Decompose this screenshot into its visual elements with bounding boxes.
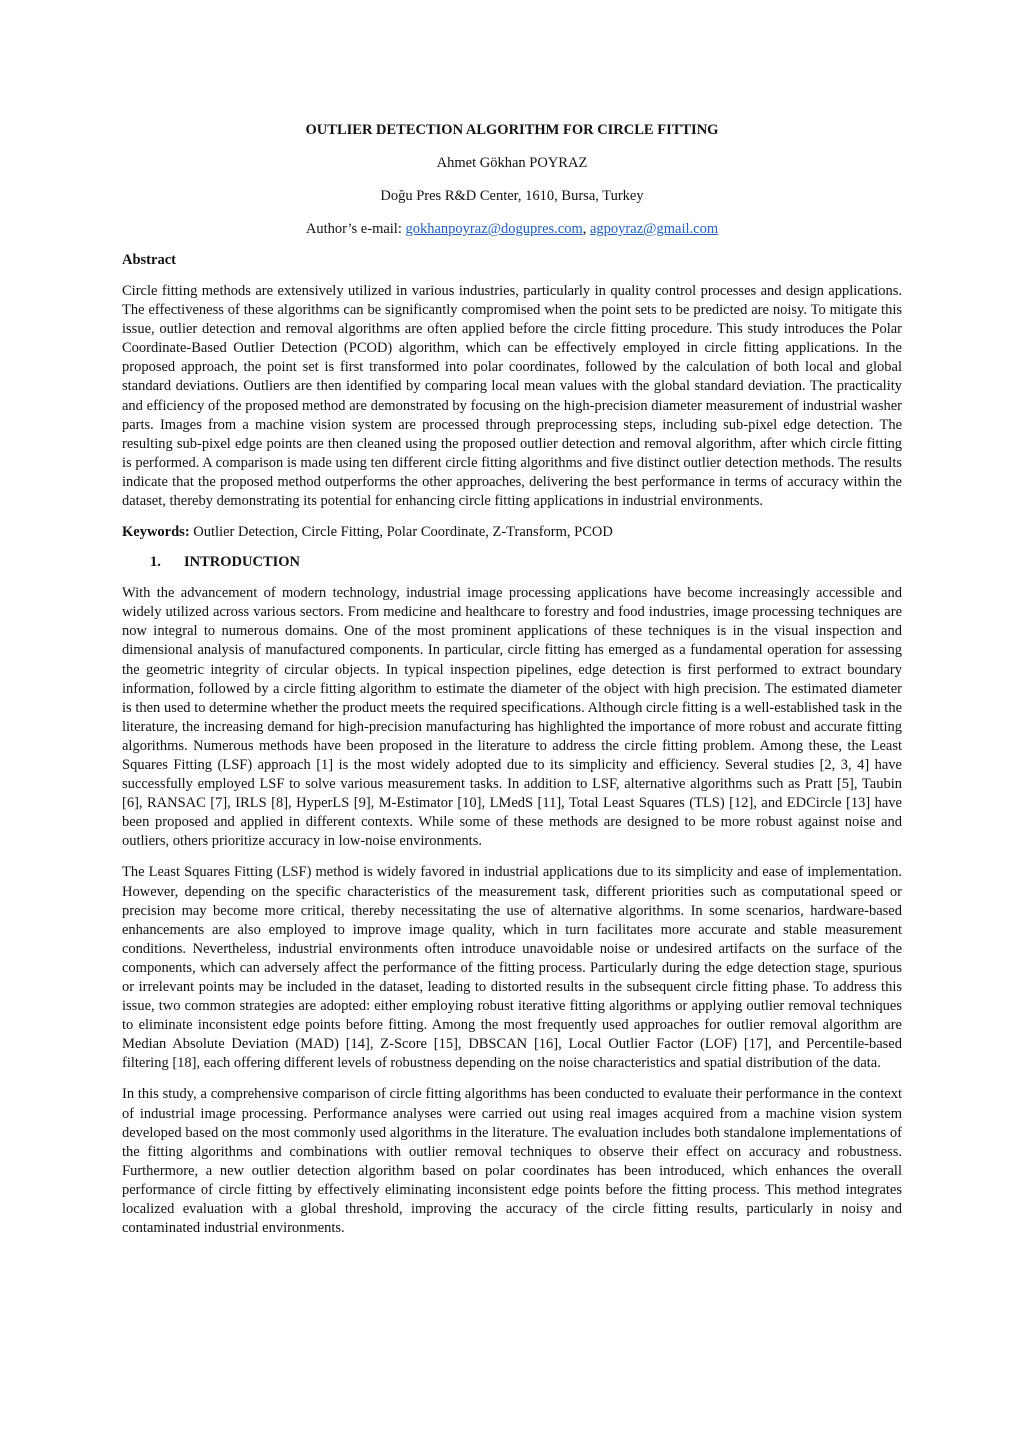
email-prefix: Author’s e-mail: [305, 221, 406, 237]
section-title: INTRODUCTION [184, 554, 301, 571]
abstract-heading: Abstract [122, 252, 176, 268]
email-separator: , [582, 221, 590, 237]
keywords-label: Keywords: [122, 524, 190, 541]
keywords-text: Outlier Detection, Circle Fitting, Polar Coordinate, Z-Transform, PCOD [189, 524, 613, 541]
author-name: Ahmet Gökhan POYRAZ [436, 155, 588, 171]
email-link-secondary[interactable]: agpoyraz@gmail.com [590, 221, 719, 237]
section-number: 1. [150, 554, 161, 571]
section-heading-introduction [150, 552, 902, 572]
intro-paragraph-3: In this study, a comprehensive comparison of circle fitting algorithms has been conducted to evaluate their performance in the context of industrial image processing. Performance analyses were carried out using real images acquired from a machine vision system developed based on the most commonly used algorithms in the literature. The evaluation includes both standalone implementations of the fitting algorithms and combinations with outlier removal techniques to observe their effect on accuracy and robustness. Furthermore, a new outlier detection algorithm based on polar coordinates has been introduced, which enhances the overall performance of circle fitting by effectively eliminating inconsistent edge points before the fitting process. This method integrates localized evaluation with a global threshold, improving the accuracy of the circle fitting results, particularly in noisy and contaminated industrial environments. [122, 1086, 902, 1237]
keywords-line [122, 522, 902, 542]
intro-paragraph-1: With the advancement of modern technology, industrial image processing applications have become increasingly accessible and widely utilized across various sectors. From medicine and healthcare to forestry and food industries, image processing techniques are now integral to numerous domains. One of the most prominent applications of these techniques is in the visual inspection and dimensional analysis of manufactured components. In particular, circle fitting has emerged as a fundamental operation for assessing the geometric integrity of circular objects. In typical inspection pipelines, edge detection is first performed to extract boundary information, followed by a circle fitting algorithm to estimate the diameter of the object with high precision. The estimated diameter is then used to determine whether the product meets the required specifications. Although circle fitting is a well-established task in the literature, the increasing demand for high-precision manufacturing has highlighted the importance of more robust and accurate fitting algorithms. Numerous methods have been proposed in the literature to address the circle fitting problem. Among these, the Least Squares Fitting (LSF) approach [1] is the most widely adopted due to its simplicity and efficiency. Several studies [2, 3, 4] have successfully employed LSF to solve various measurement tasks. In addition to LSF, alternative algorithms such as Pratt [5], Taubin [6], RANSAC [7], IRLS [8], HyperLS [9], M-Estimator [10], LMedS [11], Total Least Squares (TLS) [12], and EDCircle [13] have been proposed and applied in different contexts. While some of these methods are designed to be more robust against noise and outliers, others prioritize accuracy in low-noise environments. [122, 585, 902, 850]
intro-paragraph-2: The Least Squares Fitting (LSF) method is widely favored in industrial applications due to its simplicity and ease of implementation. However, depending on the specific characteristics of the measurement task, different priorities such as computational speed or precision may become more critical, thereby necessitating the use of alternative algorithms. In some scenarios, hardware-based enhancements are also employed to improve image quality, which in turn facilitates more accurate and stable measurement conditions. Nevertheless, industrial environments often introduce unavoidable noise or undesired artifacts on the surface of the components, which can adversely affect the performance of the fitting process. Particularly during the edge detection stage, spurious or irrelevant points may be included in the dataset, leading to distorted results in the subsequent circle fitting phase. To address this issue, two common strategies are adopted: either employing robust iterative fitting algorithms or applying outlier removal techniques to eliminate inconsistent edge points before fitting. Among the most frequently used approaches for outlier removal algorithm are Median Absolute Deviation (MAD) [14], Z-Score [15], DBSCAN [16], Local Outlier Factor (LOF) [17], and Percentile-based filtering [18], each offering different levels of robustness depending on the noise characteristics and spatial distribution of the data. [122, 864, 902, 1072]
affiliation: Doğu Pres R&D Center, 1610, Bursa, Turkey [380, 188, 644, 204]
paper-page [122, 120, 902, 1238]
abstract-text: Circle fitting methods are extensively utilized in various industries, particularly in quality control processes and design applications. The effectiveness of these algorithms can be significantly compromised when the point sets to be predicted are noisy. To mitigate this issue, outlier detection and removal algorithms are often applied before the circle fitting procedure. This study introduces the Polar Coordinate-Based Outlier Detection (PCOD) algorithm, which can be effectively employed in circle fitting applications. In the proposed approach, the point set is first transformed into polar coordinates, followed by the calculation of both local and global standard deviations. Outliers are then identified by comparing local mean values with the global standard deviation. The practicality and efficiency of the proposed method are demonstrated by focusing on the high-precision diameter measurement of industrial washer parts. Images from a machine vision system are processed through preprocessing steps, including sub-pixel edge detection. The resulting sub-pixel edge points are then cleaned using the proposed outlier detection and removal algorithm, after which circle fitting is performed. A comparison is made using ten different circle fitting algorithms and five distinct outlier detection methods. The results indicate that the proposed method outperforms the other approaches, delivering the best performance in terms of accuracy within the dataset, thereby demonstrating its potential for enhancing circle fitting applications in industrial environments. [122, 283, 902, 510]
author-email-line [122, 219, 902, 239]
email-link-primary[interactable]: gokhanpoyraz@dogupres.com [405, 221, 583, 237]
paper-title: OUTLIER DETECTION ALGORITHM FOR CIRCLE FITTING [305, 122, 719, 138]
